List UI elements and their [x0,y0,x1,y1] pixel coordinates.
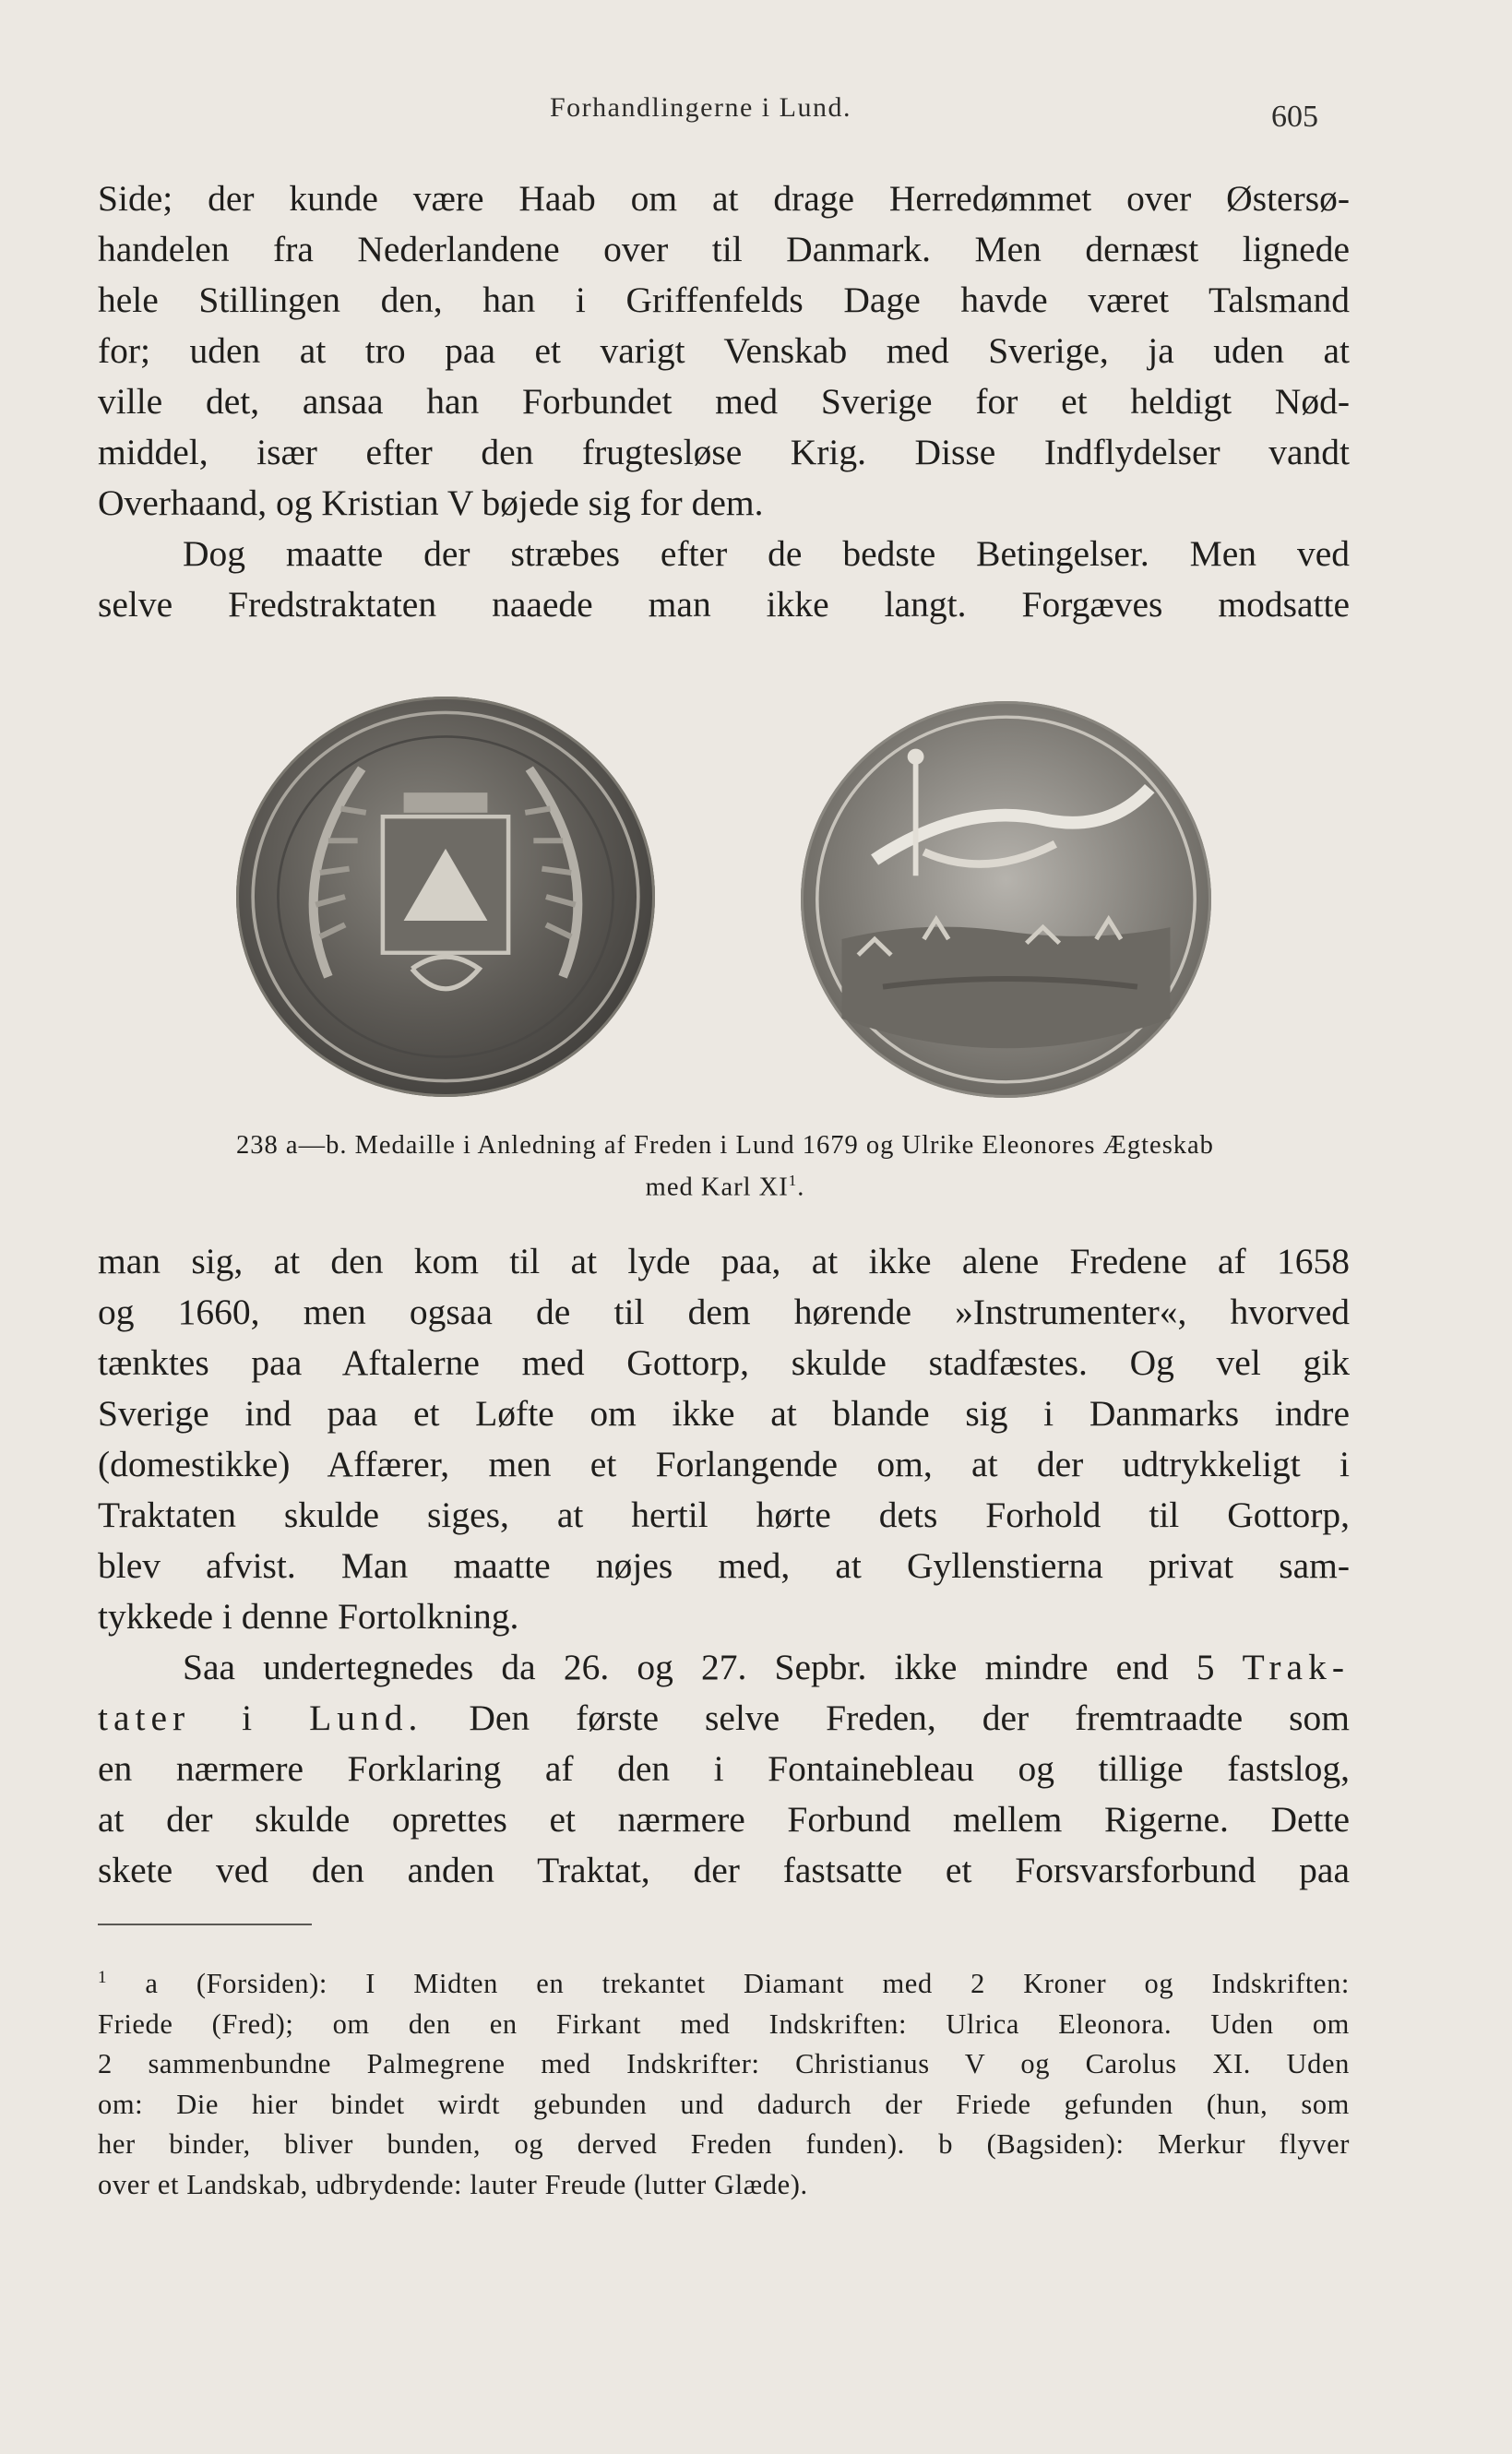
footnote-line: om: Die hier bindet wirdt gebunden und dadurch der Friede gefunden (hun, som [98,2088,1350,2120]
text-line: for; uden at tro paa et varigt Venskab med Sverige, ja uden at [98,330,1350,371]
body-text-bottom [98,1236,1350,1896]
running-title: Forhandlingerne i Lund. [550,92,851,123]
text-line: Overhaand, og Kristian V bøjede sig for dem. [98,482,764,523]
text-line: tænktes paa Aftalerne med Gottorp, skulde stadfæstes. Og vel gik [98,1342,1350,1383]
medal-reverse-relief [801,701,1211,1098]
text-line: Traktaten skulde siges, at hertil hørte dets Forhold til Gottorp, [98,1495,1350,1535]
medal-obverse-relief [236,697,655,1097]
text-line: tykkede i denne Fortolkning. [98,1596,519,1637]
spaced-text: tater i Lund. [98,1698,423,1738]
figure-caption [116,1128,1334,1206]
medal-figure [0,683,1512,1107]
footnote-divider [98,1924,312,1925]
page-number: 605 [1271,100,1318,134]
text-line: Dog maatte der stræbes efter de bedste Betingelser. Men ved [183,533,1350,574]
footnote-reference: 1 [788,1172,798,1189]
body-text-top [98,173,1350,630]
text-line: og 1660, men ogsaa de til dem hørende »Instrumenter«, hvorved [98,1292,1350,1332]
text-line: ville det, ansaa han Forbundet med Sverige for et heldigt Nød- [98,381,1350,422]
medal-reverse-image [801,701,1211,1098]
spaced-text: Trak- [1242,1647,1350,1687]
footnote-line [98,1958,1350,2005]
footnote-line: Friede (Fred); om den en Firkant med Indskriften: Ulrica Eleonora. Uden om [98,2007,1350,2040]
caption-line-1: 238 a—b. Medaille i Anledning af Freden i Lund 1679 og Ulrike Eleonores Ægteskab [236,1131,1214,1160]
text-line: at der skulde oprettes et nærmere Forbund mellem Rigerne. Dette [98,1799,1350,1840]
text-segment: Den første selve Freden, der fremtraadte som [423,1698,1350,1738]
footnote-marker: 1 [98,1968,108,1987]
text-line: en nærmere Forklaring af den i Fontainebleau og tillige fastslog, [98,1748,1350,1789]
text-line: skete ved den anden Traktat, der fastsatte et Forsvarsforbund paa [98,1850,1350,1890]
footnote [98,1958,1350,2205]
text-line [98,1642,1350,1693]
text-segment: Saa undertegnedes da 26. og 27. Sepbr. ikke mindre end 5 [183,1647,1243,1687]
text-line: man sig, at den kom til at lyde paa, at ikke alene Fredene af 1658 [98,1241,1350,1281]
caption-line-2-text: med Karl XI [645,1173,789,1202]
footnote-line: 2 sammenbundne Palmegrene med Indskrifter: Christianus V og Carolus XI. Uden [98,2048,1350,2080]
text-line: Sverige ind paa et Løfte om ikke at blande sig i Danmarks indre [98,1393,1350,1434]
footnote-line: over et Landskab, udbrydende: lauter Freude (lutter Glæde). [98,2168,808,2200]
text-line: Side; der kunde være Haab om at drage Herredømmet over Østersø- [98,178,1350,219]
text-line: (domestikke) Affærer, men et Forlangende om, at der udtrykkeligt i [98,1444,1350,1484]
text-line: middel, især efter den frugtesløse Krig. Disse Indflydelser vandt [98,432,1350,472]
footnote-line: her binder, bliver bunden, og derved Freden funden). b (Bagsiden): Merkur flyver [98,2128,1350,2161]
text-line [98,1693,1350,1744]
caption-period: . [797,1173,805,1202]
footnote-text: a (Forsiden): I Midten en trekantet Diamant med 2 Kroner og Indskriften: [107,1968,1350,2000]
text-line: hele Stillingen den, han i Griffenfelds Dage havde været Talsmand [98,280,1350,320]
medal-obverse-image [236,697,655,1097]
caption-line-2 [116,1163,1334,1206]
text-line: selve Fredstraktaten naaede man ikke langt. Forgæves modsatte [98,584,1350,625]
text-line: handelen fra Nederlandene over til Danmark. Men dernæst lignede [98,229,1350,269]
text-line: blev afvist. Man maatte nøjes med, at Gyllenstierna privat sam- [98,1545,1350,1586]
